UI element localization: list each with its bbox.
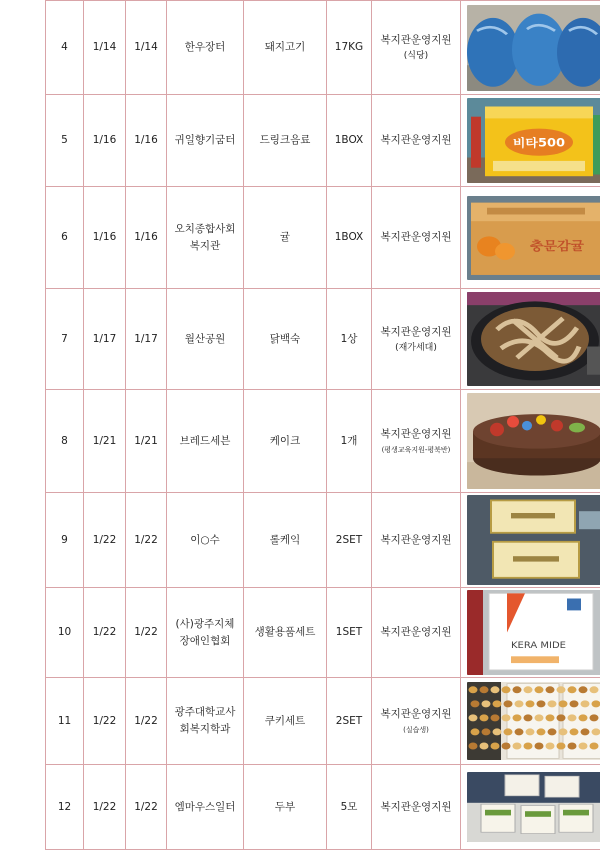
quantity-cell: 1BOX [327,95,372,187]
cookie-set-photo [467,682,600,760]
photo-cell [461,765,600,850]
usage-note: (식당) [374,49,458,63]
donor-cell [167,187,244,289]
usage-text: 복지관운영지원 [380,708,451,720]
date-used-cell: 1/22 [126,765,167,850]
donor-cell [167,1,244,95]
photo-cell [461,95,600,187]
quantity-cell: 17KG [327,1,372,95]
quantity-cell: 1SET [327,588,372,678]
row-number-cell: 5 [46,95,84,187]
donation-table-body [46,1,600,850]
row-number-cell: 11 [46,678,84,765]
date-received-cell: 1/22 [84,493,126,588]
row-number-cell: 9 [46,493,84,588]
item-cell: 케이크 [244,390,327,493]
item-cell: 두부 [244,765,327,850]
table-row [46,765,600,850]
roll-cake-boxes-photo [467,495,600,585]
date-received-cell: 1/22 [84,588,126,678]
table-row [46,678,600,765]
usage-cell [372,493,461,588]
row-number-cell: 8 [46,390,84,493]
date-received-cell: 1/22 [84,765,126,850]
usage-cell [372,678,461,765]
donor-name-line: 월산공원 [169,331,241,348]
gift-set-photo [467,590,600,675]
donor-cell [167,588,244,678]
date-received-cell: 1/16 [84,95,126,187]
quantity-cell: 1BOX [327,187,372,289]
table-row [46,289,600,390]
donation-table [45,0,600,850]
table-row [46,95,600,187]
drink-box-photo [467,98,600,183]
quantity-cell: 5모 [327,765,372,850]
date-used-cell: 1/22 [126,493,167,588]
usage-cell [372,289,461,390]
photo-cell [461,1,600,95]
table-row [46,187,600,289]
usage-text: 복지관운영지원 [380,134,451,146]
donor-name-line: 광주대학교사 [169,704,241,721]
usage-cell [372,1,461,95]
photo-cell [461,493,600,588]
row-number-cell: 7 [46,289,84,390]
usage-cell [372,187,461,289]
pork-bags-photo [467,5,600,91]
date-received-cell: 1/21 [84,390,126,493]
date-received-cell: 1/22 [84,678,126,765]
donor-name-line: 오치종합사회 [169,221,241,238]
photo-cell [461,678,600,765]
table-row [46,390,600,493]
quantity-cell: 2SET [327,493,372,588]
photo-cell [461,187,600,289]
usage-note: (재가세대) [374,341,458,355]
item-cell: 쿠키세트 [244,678,327,765]
donor-name-line: 귀일향기굼터 [169,132,241,149]
donor-cell [167,765,244,850]
date-used-cell: 1/16 [126,95,167,187]
table-row [46,588,600,678]
date-received-cell: 1/17 [84,289,126,390]
usage-text: 복지관운영지원 [380,231,451,243]
usage-text: 복지관운영지원 [380,34,451,46]
photo-cell [461,390,600,493]
row-number-cell: 4 [46,1,84,95]
quantity-cell: 2SET [327,678,372,765]
date-used-cell: 1/22 [126,588,167,678]
photo-cell [461,289,600,390]
date-received-cell: 1/14 [84,1,126,95]
svg-text:비타500: 비타500 [513,135,565,149]
date-received-cell: 1/16 [84,187,126,289]
quantity-cell: 1상 [327,289,372,390]
photo-cell [461,588,600,678]
donor-name-line: 장애인협회 [169,633,241,650]
donor-cell [167,678,244,765]
donor-name-line: 회복지학과 [169,721,241,738]
donor-name-line: 엠마우스일터 [169,799,241,816]
item-cell: 롤케익 [244,493,327,588]
donor-name-line: 브레드세븐 [169,433,241,450]
table-row [46,1,600,95]
donor-name-line: 복지관 [169,238,241,255]
row-number-cell: 6 [46,187,84,289]
row-number-cell: 10 [46,588,84,678]
donor-cell [167,493,244,588]
usage-note: (실습생) [374,723,458,737]
item-cell: 귤 [244,187,327,289]
donor-cell [167,95,244,187]
donor-name-line: 한우장터 [169,39,241,56]
usage-text: 복지관운영지원 [380,428,451,440]
date-used-cell: 1/16 [126,187,167,289]
usage-text: 복지관운영지원 [380,534,451,546]
quantity-cell: 1개 [327,390,372,493]
row-number-cell: 12 [46,765,84,850]
usage-note: (평생교육지원-평북반) [374,443,458,457]
usage-text: 복지관운영지원 [380,626,451,638]
item-cell: 드링크음료 [244,95,327,187]
date-used-cell: 1/21 [126,390,167,493]
donor-cell [167,289,244,390]
tofu-packs-photo [467,772,600,842]
usage-text: 복지관운영지원 [380,326,451,338]
date-used-cell: 1/14 [126,1,167,95]
cake-photo [467,393,600,489]
svg-text:충문감귤: 충문감귤 [529,238,585,253]
donor-name-line: (사)광주지체 [169,616,241,633]
usage-text: 복지관운영지원 [380,801,451,813]
date-used-cell: 1/22 [126,678,167,765]
item-cell: 돼지고기 [244,1,327,95]
item-cell: 닭백숙 [244,289,327,390]
usage-cell [372,390,461,493]
usage-cell [372,95,461,187]
table-row [46,493,600,588]
donor-cell [167,390,244,493]
svg-text:KERA MIDE: KERA MIDE [511,640,566,650]
donor-name-line: 이○수 [169,532,241,549]
usage-cell [372,588,461,678]
donation-sheet [45,0,577,849]
chicken-dish-photo [467,292,600,386]
tangerine-box-photo [467,196,600,280]
date-used-cell: 1/17 [126,289,167,390]
item-cell: 생활용품세트 [244,588,327,678]
usage-cell [372,765,461,850]
